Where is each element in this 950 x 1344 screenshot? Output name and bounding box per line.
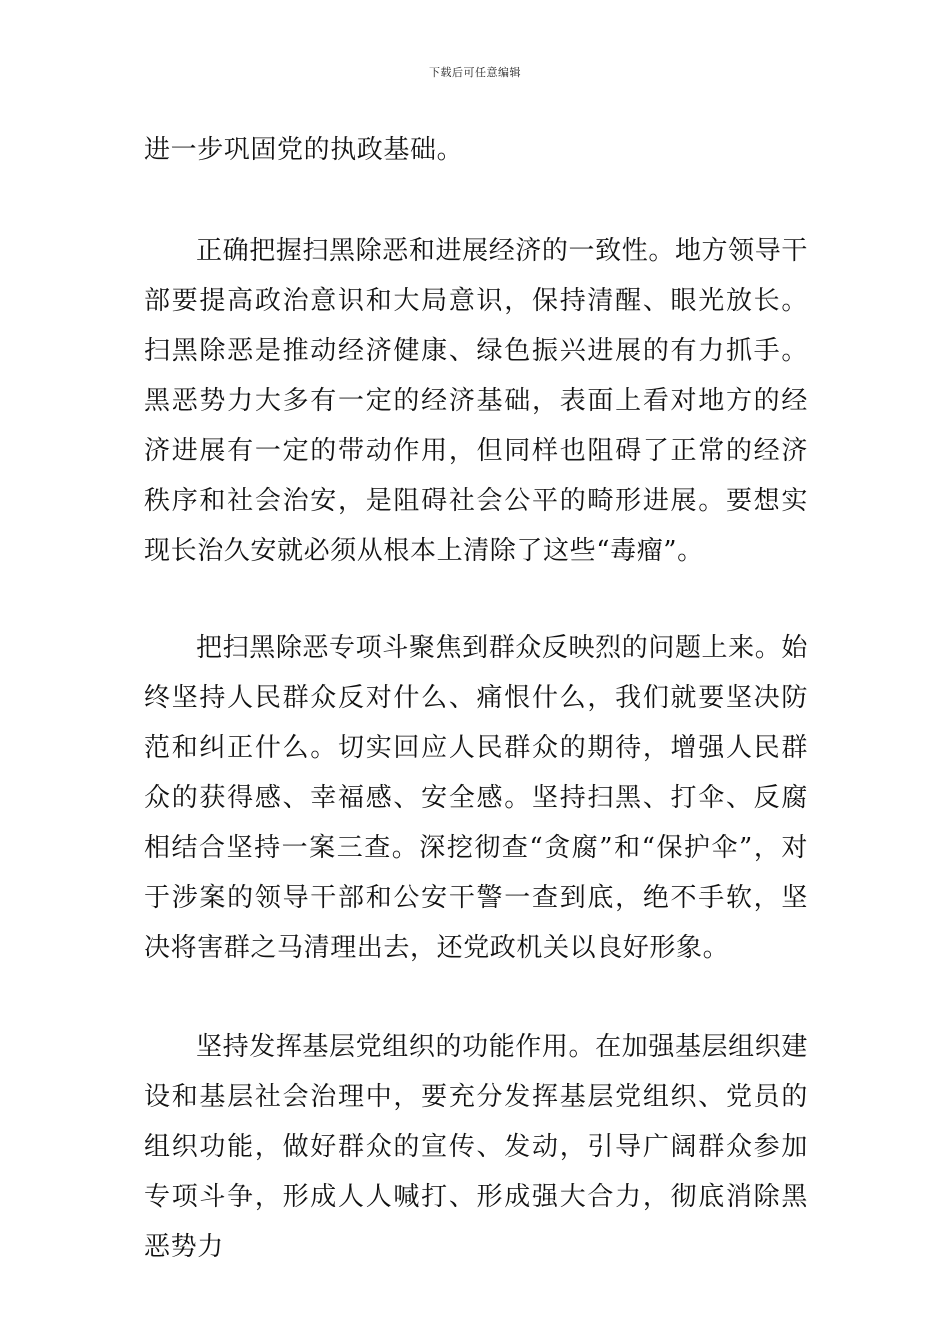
paragraph-economy: 正确把握扫黑除恶和进展经济的一致性。地方领导干部要提高政治意识和大局意识，保持清醒、眼光放长。扫黑除恶是推动经济健康、绿色振兴进展的有力抓手。黑恶势力大多有一定的经济基础，表面上看对地方的经济进展有一定的带动作用，但同样也阻碍了正常的经济秩序和社会治安，是阻碍社会公平的畸形进展。要想实现长治久安就必须从根本上清除了这些“毒瘤”。 (144, 236, 808, 566)
paragraph-public-concerns: 把扫黑除恶专项斗聚焦到群众反映烈的问题上来。始终坚持人民群众反对什么、痛恨什么，我们就要坚决防范和纠正什么。切实回应人民群众的期待，增强人民群众的获得感、幸福感、安全感。坚持扫黑、打伞、反腐相结合坚持一案三查。深挖彻查“贪腐”和“保护伞”，对于涉案的领导干部和公安干警一查到底，绝不手软，坚决将害群之马清理出去，还党政机关以良好形象。 (144, 633, 808, 963)
paragraph-grassroots-party: 坚持发挥基层党组织的功能作用。在加强基层组织建设和基层社会治理中，要充分发挥基层党组织、党员的组织功能，做好群众的宣传、发动，引导广阔群众参加专项斗争，形成人人喊打、形成强大合力，彻底消除黑恶势力 (144, 1032, 808, 1262)
paragraph-continuation: 进一步巩固党的执政基础。 (144, 135, 464, 165)
page-header: 下载后可任意编辑 (429, 66, 521, 79)
